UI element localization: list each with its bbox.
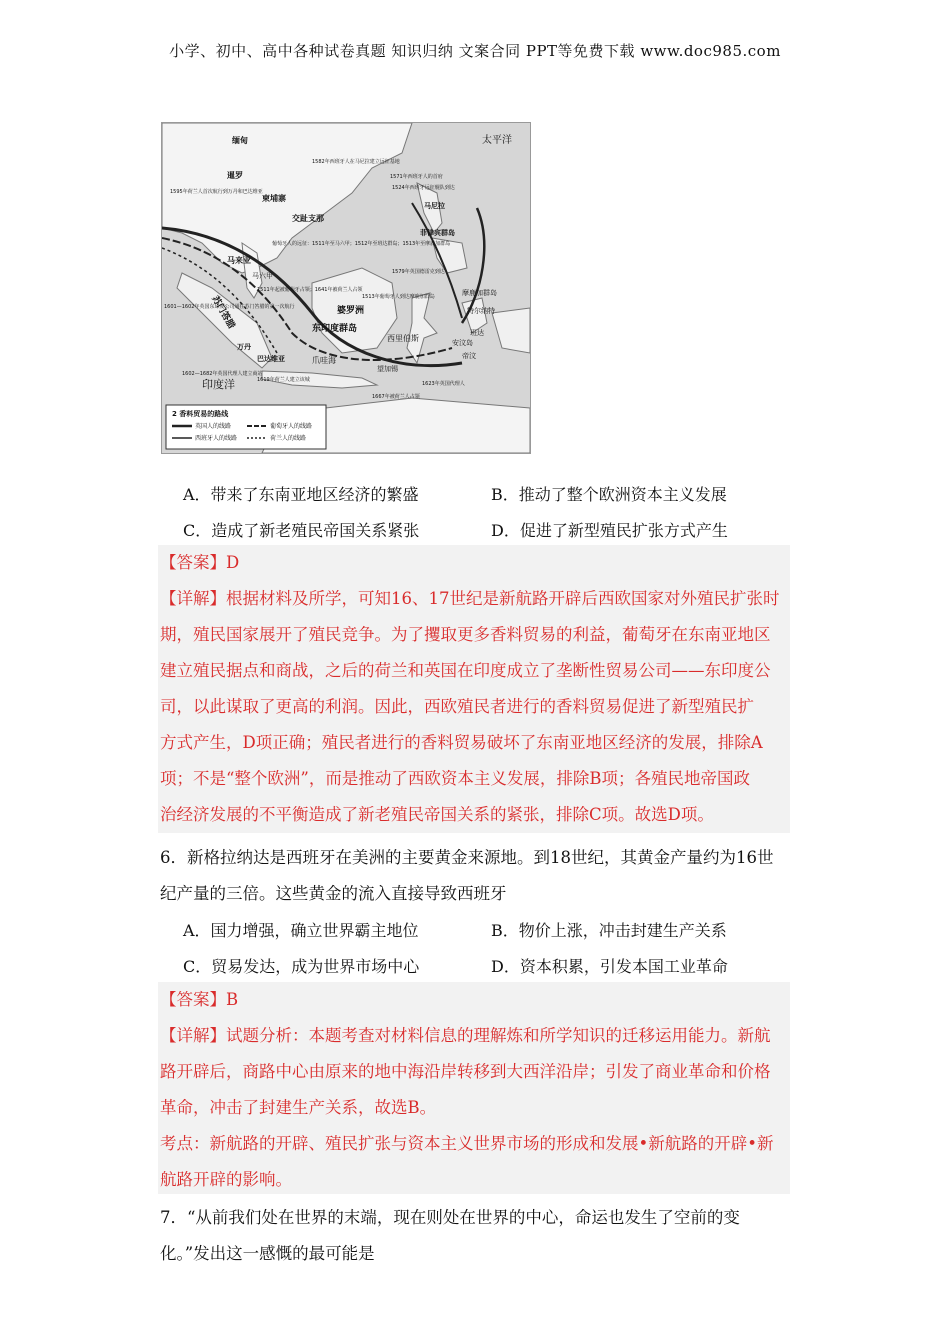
label-ternate: 特尔纳特 xyxy=(467,307,495,315)
q6-stem-line: 6．新格拉纳达是西班牙在美洲的主要黄金来源地。到18世纪，其黄金产量约为16世 xyxy=(160,848,774,867)
label-malaya: 马来亚 xyxy=(227,256,251,265)
label-malacca-city: 马六甲 xyxy=(252,272,273,280)
q6-detail-line: 考点：新航路的开辟、殖民扩张与资本主义世界市场的形成和发展•新航路的开辟•新 xyxy=(160,1134,774,1153)
q6-stem xyxy=(160,840,790,912)
legend-dutch: 荷兰人的线路 xyxy=(270,435,307,442)
label-amboina: 安汶岛 xyxy=(452,339,473,347)
label-cambodia: 柬埔寨 xyxy=(262,194,286,203)
legend-english: 英国人的线路 xyxy=(195,423,232,430)
q6-option-d: D．资本积累，引发本国工业革命 xyxy=(491,957,728,976)
label-bantam: 万丹 xyxy=(237,343,251,351)
q7-stem-line: 7．“从前我们处在世界的末端，现在则处在世界的中心，命运也发生了空前的变 xyxy=(160,1208,740,1227)
note-1602: 1602—1682年英国代理人建立商站 xyxy=(182,371,263,377)
note-portuguese: 葡萄牙人的远征：1511年至马六甲；1512年至班达群岛；1513年至摩鹿加群岛 xyxy=(272,241,451,247)
label-indian-ocean: 印度洋 xyxy=(202,378,235,391)
legend-spanish: 西班牙人的线路 xyxy=(195,435,238,442)
label-timor: 帝汶 xyxy=(462,352,476,360)
q5-answer: 【答案】D xyxy=(160,553,240,572)
note-1623: 1623年英国代理人 xyxy=(422,381,465,387)
q6-stem-line: 纪产量的三倍。这些黄金的流入直接导致西班牙 xyxy=(160,884,507,903)
note-1619: 1619年荷兰人建立该城 xyxy=(257,377,310,383)
label-java-sea: 爪哇海 xyxy=(312,356,336,365)
q5-detail-line: 期，殖民国家展开了殖民竞争。为了攫取更多香料贸易的利益，葡萄牙在东南亚地区 xyxy=(160,625,771,644)
spice-trade-map xyxy=(161,122,531,454)
q5-detail-line: 【详解】根据材料及所学，可知16、17世纪是新航路开辟后西欧国家对外殖民扩张时 xyxy=(160,589,780,608)
note-1595: 1595年荷兰人首次航行到万丹和巴达维亚 xyxy=(170,189,263,195)
q5-detail-line: 治经济发展的不平衡造成了新老殖民帝国关系的紧张，排除C项。故选D项。 xyxy=(160,805,714,824)
map-graphic xyxy=(162,123,530,453)
q6-option-c: C．贸易发达，成为世界市场中心 xyxy=(183,957,420,976)
q6-answer-block xyxy=(158,982,790,1194)
label-philippines: 菲律宾群岛 xyxy=(420,229,455,237)
q5-option-d: D．促进了新型殖民扩张方式产生 xyxy=(491,521,728,540)
q5-detail-line: 项；不是“整个欧洲”，而是推动了西欧资本主义发展，排除B项；各殖民地帝国政 xyxy=(160,769,750,788)
q5-detail-line: 方式产生，D项正确；殖民者进行的香料贸易破坏了东南亚地区经济的发展，排除A xyxy=(160,733,763,752)
label-cochin: 交趾支那 xyxy=(292,214,324,223)
q5-option-a: A．带来了东南亚地区经济的繁盛 xyxy=(183,485,419,504)
legend-portuguese: 葡萄牙人的线路 xyxy=(270,423,313,430)
legend-title: 2 香料贸易的路线 xyxy=(172,410,229,418)
q5-option-b: B．推动了整个欧洲资本主义发展 xyxy=(491,485,727,504)
note-1601: 1601—1602年英国东印度公司通往苏门答腊的第一次航行 xyxy=(164,304,295,310)
label-pacific: 太平洋 xyxy=(482,135,512,146)
q6-detail-line: 航路开辟的影响。 xyxy=(160,1170,292,1189)
page-header: 小学、初中、高中各种试卷真题 知识归纳 文案合同 PPT等免费下载 www.doc985.com xyxy=(169,42,781,60)
q5-detail-line: 建立殖民据点和商战，之后的荷兰和英国在印度成立了垄断性贸易公司——东印度公 xyxy=(160,661,771,680)
label-banda: 班达 xyxy=(470,329,484,337)
note-1513: 1513年葡萄牙人到达摩鹿加群岛 xyxy=(362,294,435,300)
label-borneo: 婆罗洲 xyxy=(337,306,365,316)
note-1667: 1667年被荷兰人占领 xyxy=(372,394,420,400)
label-manila: 马尼拉 xyxy=(424,202,445,210)
q7-stem-line: 化。”发出这一感慨的最可能是 xyxy=(160,1244,375,1263)
q6-option-a: A．国力增强，确立世界霸主地位 xyxy=(183,921,419,940)
q7-stem xyxy=(160,1200,790,1272)
note-1524: 1524年西班牙远征舰队到达 xyxy=(392,185,455,191)
q6-option-b: B．物价上涨，冲击封建生产关系 xyxy=(491,921,727,940)
q6-detail-line: 革命，冲击了封建生产关系，故选B。 xyxy=(160,1098,437,1117)
label-siam: 暹罗 xyxy=(227,171,243,180)
q6-detail-line: 路开辟后，商路中心由原来的地中海沿岸转移到大西洋沿岸；引发了商业革命和价格 xyxy=(160,1062,771,1081)
label-makassar: 望加锡 xyxy=(377,365,398,373)
q6-detail-line: 【详解】试题分析：本题考查对材料信息的理解炼和所学知识的迁移运用能力。新航 xyxy=(160,1026,771,1045)
label-celebes: 西里伯斯 xyxy=(387,334,419,343)
note-1582: 1582年西班牙人在马尼拉建立远征基地 xyxy=(312,159,400,165)
q6-answer: 【答案】B xyxy=(160,990,239,1009)
q5-option-c: C．造成了新老殖民帝国关系紧张 xyxy=(183,521,420,540)
label-east-indies: 东印度群岛 xyxy=(312,324,358,334)
note-1579: 1579年英国德雷克到达 xyxy=(392,269,445,275)
label-burma: 缅甸 xyxy=(232,136,248,145)
q5-detail-line: 司，以此谋取了更高的利润。因此，西欧殖民者进行的香料贸易促进了新型殖民扩 xyxy=(160,697,754,716)
note-1511: 1511年起被葡萄牙占领；1641年被荷兰人占领 xyxy=(257,287,363,293)
note-1571: 1571年西班牙人的首府 xyxy=(390,174,443,180)
q5-answer-block xyxy=(158,545,790,833)
label-batavia: 巴达维亚 xyxy=(257,355,285,363)
label-moluccas: 摩鹿加群岛 xyxy=(462,289,497,297)
label-sumatra: 苏门答腊 xyxy=(209,294,237,331)
